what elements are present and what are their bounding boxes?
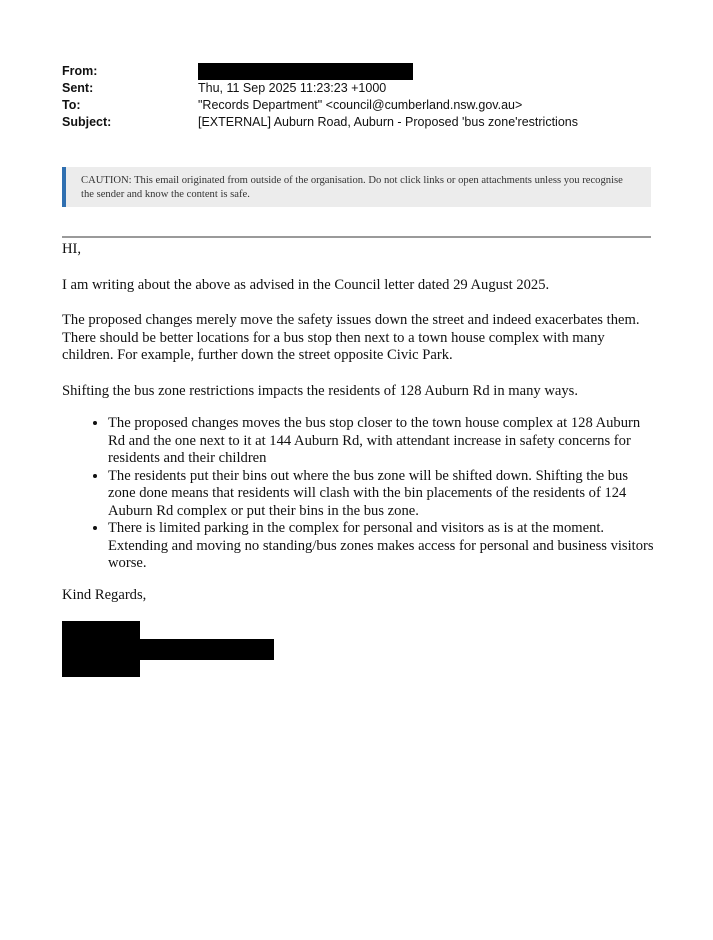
header-value: Thu, 11 Sep 2025 11:23:23 +1000: [198, 81, 387, 95]
redaction-block: [198, 63, 413, 80]
header-value: [198, 63, 682, 80]
header-label: Subject:: [62, 115, 112, 129]
header-sent: [62, 80, 682, 97]
changes-paragraph: The proposed changes merely move the safety issues down the street and indeed exacerbates them. There should be better locations for a bus stop then next to a town house complex with many children. For example, further down the street opposite Civic Park.: [62, 312, 640, 363]
header-label: To:: [62, 98, 81, 112]
greeting: HI,: [62, 241, 82, 257]
list-item: • The residents put their bins out where the bus zone will be shifted down. Shifting the bus zone done means that residents will clash with the bin placements of the residents of 124 Auburn Rd complex or put their bins in the bus zone.: [108, 468, 657, 521]
header-value: "Records Department" <council@cumberland.nsw.gov.au>: [198, 98, 523, 112]
email-body: [62, 241, 657, 604]
closing: Kind Regards,: [62, 586, 147, 603]
list-item: • There is limited parking in the complex for personal and visitors as is at the moment. Extending and moving no standing/bus zones makes access for personal and business visitors worse.: [108, 520, 657, 573]
header-label: Sent:: [62, 81, 94, 95]
header-label: From:: [62, 64, 98, 78]
email-headers: [62, 63, 682, 131]
redaction-block: [62, 639, 274, 660]
header-value: [EXTERNAL] Auburn Road, Auburn - Proposed 'bus zone'restrictions: [198, 115, 578, 129]
caution-text: CAUTION: This email originated from outside of the organisation. Do not click links or open attachments unless you recognise the sender and know the content is safe.: [81, 175, 623, 200]
intro-paragraph: I am writing about the above as advised in the Council letter dated 29 August 2025.: [62, 276, 550, 293]
header-subject: [62, 114, 682, 131]
impact-list: [62, 415, 657, 573]
shifting-paragraph: Shifting the bus zone restrictions impacts the residents of 128 Auburn Rd in many ways.: [62, 382, 578, 399]
header-to: [62, 97, 682, 114]
list-item: • The proposed changes moves the bus stop closer to the town house complex at 128 Auburn Rd and the one next to it at 144 Auburn Rd, with attendant increase in safety concerns for residents and their children: [108, 415, 657, 468]
caution-banner: [62, 167, 651, 207]
divider: [62, 236, 651, 238]
signature-redaction: [62, 621, 274, 677]
header-from: [62, 63, 682, 80]
